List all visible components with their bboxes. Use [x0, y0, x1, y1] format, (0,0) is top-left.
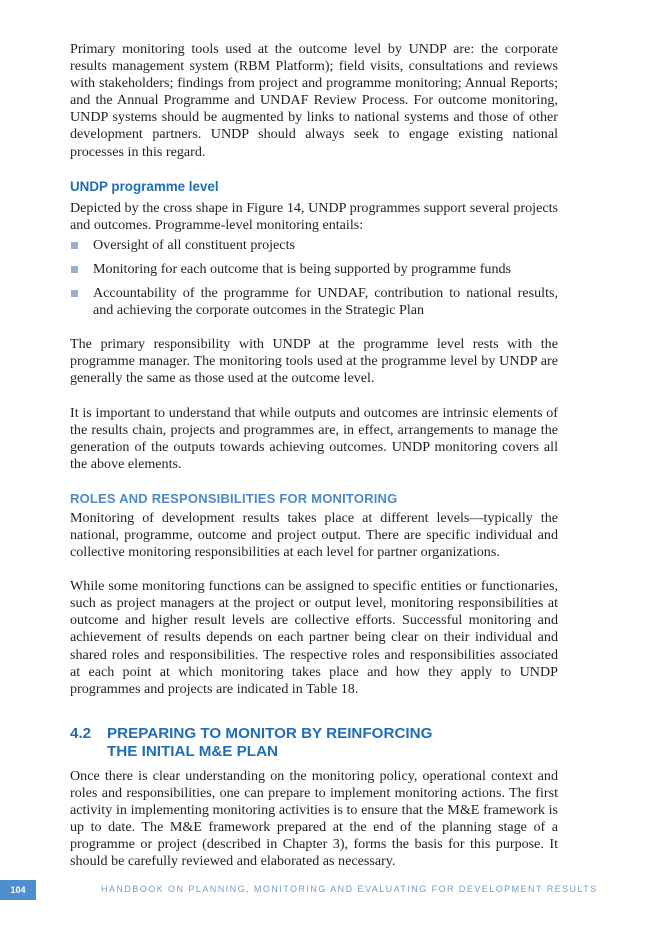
paragraph-results-chain: It is important to understand that while outputs and outcomes are intrinsic elements of the results chain, projects and programmes are, in effect, arrangements to manage the generation of the outputs towards achieving outcomes. UNDP monitoring covers all the above elements. [70, 404, 558, 472]
paragraph-prepare-monitoring: Once there is clear understanding on the monitoring policy, operational context and roles and responsibilities, one can prepare to implement monitoring actions. The first activity in implementing monitoring activities is to ensure that the M&E framework is up to date. The M&E framework prepared at the end of the planning stage of a programme or project (described in Chapter 3), forms the basis for this purpose. It should be carefully reviewed and elaborated as necessary. [70, 767, 558, 870]
list-item-text: Oversight of all constituent projects [93, 236, 295, 253]
list-item [70, 285, 558, 319]
paragraph-programme-responsibility: The primary responsibility with UNDP at the programme level rests with the programme manager. The monitoring tools used at the programme level by UNDP are generally the same as those used at the outcome level. [70, 336, 558, 387]
square-bullet-icon [71, 242, 78, 249]
paragraph-programme-intro: Depicted by the cross shape in Figure 14, UNDP programmes support several projects and outcomes. Programme-level monitoring entails: [70, 199, 558, 233]
paragraph-monitoring-functions: While some monitoring functions can be assigned to specific entities or functionaries, such as project managers at the project or output level, monitoring responsibilities at outcome and higher result levels are collective efforts. Successful monitoring and achievement of results depends on each partner being clear on their individual and shared roles and responsibilities. The respective roles and responsibilities associated at each point at which monitoring takes place and how they apply to UNDP programmes and projects are indicated in Table 18. [70, 578, 558, 697]
list-item-text: Accountability of the programme for UNDAF, contribution to national results, and achieving the corporate outcomes in the Strategic Plan [93, 285, 558, 319]
list-item [70, 261, 558, 278]
section-heading-4-2 [70, 725, 558, 761]
square-bullet-icon [71, 290, 78, 297]
heading-programme-level: UNDP programme level [70, 178, 219, 194]
bullet-list [70, 237, 558, 319]
section-title-line-2: THE INITIAL M&E PLAN [107, 742, 279, 760]
section-number: 4.2 [70, 724, 92, 742]
page-footer [0, 880, 650, 900]
heading-roles-responsibilities: ROLES AND RESPONSIBILITIES FOR MONITORING [70, 490, 398, 506]
paragraph-outcome-tools: Primary monitoring tools used at the outcome level by UNDP are: the corporate results management system (RBM Platform); field visits, consultations and reviews with stakeholders; findings from project and programme monitoring; Annual Reports; and the Annual Programme and UNDAF Review Process. For outcome monitoring, UNDP systems should be augmented by links to national systems and those of other development partners. UNDP should always seek to engage existing national processes in this regard. [70, 41, 558, 160]
list-item-text: Monitoring for each outcome that is being supported by programme funds [93, 260, 512, 277]
list-item [70, 237, 558, 254]
running-title: HANDBOOK ON PLANNING, MONITORING AND EVALUATING FOR DEVELOPMENT RESULTS [101, 884, 598, 894]
page-content [70, 41, 558, 870]
square-bullet-icon [71, 266, 78, 273]
page-number: 104 [0, 880, 36, 900]
section-title-line-1: PREPARING TO MONITOR BY REINFORCING [107, 724, 433, 742]
paragraph-monitoring-levels: Monitoring of development results takes place at different levels—typically the national, programme, outcome and project output. There are specific individual and collective monitoring responsibilities at each level for partner organizations. [70, 509, 558, 561]
